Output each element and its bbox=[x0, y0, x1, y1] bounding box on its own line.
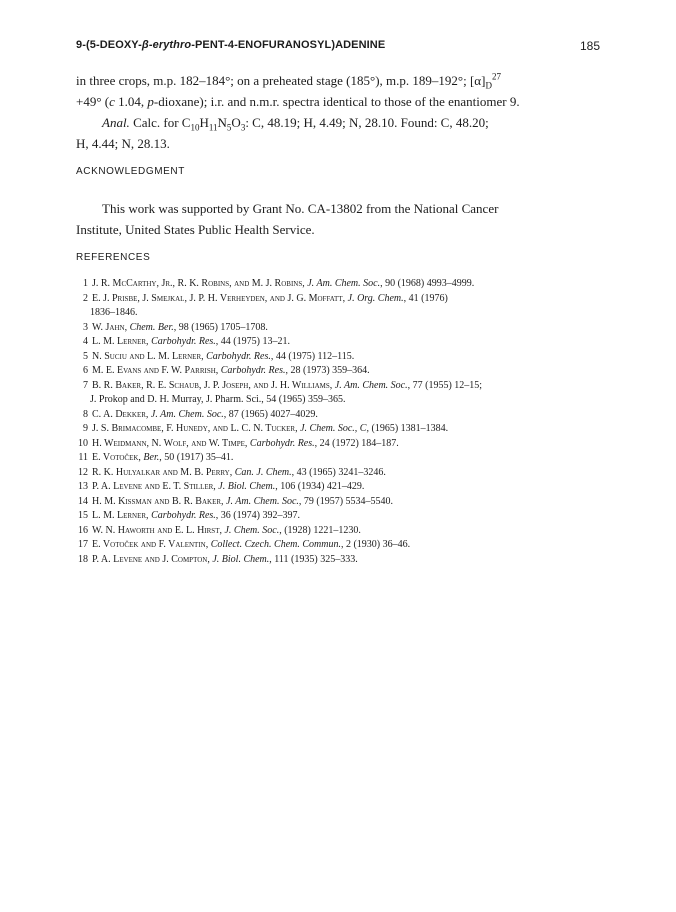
reference-citation: , 36 (1974) 392–397. bbox=[215, 510, 300, 521]
reference-number: 9 bbox=[83, 423, 88, 434]
reference-citation: , 79 (1957) 5534–5540. bbox=[298, 495, 394, 507]
reference-number: 16 bbox=[78, 524, 88, 536]
reference-text bbox=[76, 437, 606, 452]
reference-citation: , 44 (1975) 13–21. bbox=[215, 336, 290, 347]
calc-d: O bbox=[231, 115, 241, 130]
reference-text bbox=[76, 277, 606, 292]
reference-continuation: 1836–1846. bbox=[90, 307, 138, 318]
reference-item bbox=[76, 480, 606, 495]
intro-line-4: H, 4.44; N, 28.13. bbox=[76, 136, 170, 151]
reference-authors: E. J. Prisbe, J. Smejkal, J. P. H. Verheyden, and J. G. Moffatt, bbox=[92, 292, 348, 304]
page-header bbox=[76, 39, 600, 57]
reference-item bbox=[76, 437, 606, 452]
reference-citation: , 106 (1934) 421–429. bbox=[275, 481, 365, 492]
reference-authors: L. M. Lerner, bbox=[92, 336, 152, 347]
experimental-text bbox=[76, 70, 606, 154]
calc-sub-n: 5 bbox=[226, 122, 232, 133]
reference-text bbox=[76, 480, 606, 495]
reference-journal: Carbohydr. Res. bbox=[151, 510, 216, 521]
reference-item bbox=[76, 509, 606, 524]
reference-number: 13 bbox=[78, 481, 88, 492]
reference-citation: , 28 (1973) 359–364. bbox=[285, 365, 370, 376]
reference-item bbox=[76, 422, 606, 437]
calc-a: Calc. for C bbox=[129, 115, 191, 130]
reference-authors: H. M. Kissman and B. R. Baker, bbox=[92, 495, 227, 507]
reference-text bbox=[76, 538, 606, 553]
reference-number: 10 bbox=[78, 437, 88, 449]
reference-number: 4 bbox=[83, 336, 88, 347]
reference-number: 14 bbox=[78, 495, 88, 507]
reference-journal: Carbohydr. Res. bbox=[249, 437, 315, 449]
reference-citation: , 50 (1917) 35–41. bbox=[159, 452, 234, 463]
reference-citation: (1965) 1381–1384. bbox=[368, 423, 449, 434]
reference-authors: J. S. Brimacombe, F. Hunedy, and L. C. N. Tucker, bbox=[92, 423, 301, 434]
ack-line-2: Institute, United States Public Health Service. bbox=[76, 222, 315, 237]
reference-authors: M. E. Evans and F. W. Parrish, bbox=[92, 365, 221, 376]
reference-journal: Chem. Ber. bbox=[129, 321, 174, 333]
reference-journal: J. Am. Chem. Soc. bbox=[150, 408, 224, 420]
reference-text bbox=[76, 451, 606, 466]
reference-item bbox=[76, 277, 606, 292]
reference-item bbox=[76, 495, 606, 510]
reference-authors: E. Votoček and F. Valentin, bbox=[92, 539, 211, 550]
reference-authors: R. K. Hulyalkar and M. B. Perry, bbox=[92, 466, 235, 478]
reference-journal: Carbohydr. Res. bbox=[151, 336, 216, 347]
reference-journal: Collect. Czech. Chem. Commun. bbox=[210, 539, 341, 550]
reference-citation: , 44 (1975) 112–115. bbox=[270, 350, 355, 362]
reference-text bbox=[76, 466, 606, 481]
page-number: 185 bbox=[579, 39, 600, 53]
reference-number: 8 bbox=[83, 408, 88, 420]
reference-authors: H. Weidmann, N. Wolf, and W. Timpe, bbox=[92, 437, 250, 449]
running-head-prefix: 9-(5-DEOXY- bbox=[76, 39, 142, 51]
reference-citation: , 111 (1935) 325–333. bbox=[269, 553, 358, 565]
reference-item bbox=[76, 553, 606, 568]
reference-citation: , 41 (1976) bbox=[403, 292, 448, 304]
reference-text bbox=[76, 292, 606, 307]
reference-number: 12 bbox=[78, 466, 88, 478]
reference-item bbox=[76, 335, 606, 350]
reference-item bbox=[76, 408, 606, 423]
references-heading: REFERENCES bbox=[76, 252, 151, 263]
reference-item bbox=[76, 451, 606, 466]
reference-journal: J. Biol. Chem. bbox=[212, 553, 270, 565]
reference-item bbox=[76, 292, 606, 321]
acknowledgment-text bbox=[76, 198, 604, 240]
calc-c: N bbox=[217, 115, 227, 130]
anal-label: Anal. bbox=[102, 115, 130, 130]
calc-sub-o: 3 bbox=[240, 122, 246, 133]
intro-line-2-a: +49° ( bbox=[76, 94, 110, 109]
reference-number: 11 bbox=[78, 452, 88, 463]
reference-number: 6 bbox=[83, 365, 88, 376]
reference-authors: P. A. Levene and J. Compton, bbox=[92, 553, 213, 565]
reference-item bbox=[76, 466, 606, 481]
reference-authors: P. A. Levene and E. T. Stiller, bbox=[92, 481, 219, 492]
reference-number: 17 bbox=[78, 539, 88, 550]
running-head-italic: β-erythro bbox=[141, 39, 192, 51]
rotation-superscript: 27 bbox=[491, 71, 501, 82]
reference-journal: Can. J. Chem. bbox=[234, 466, 292, 478]
intro-line-2-b: 1.04, bbox=[114, 94, 148, 109]
running-head-suffix: -PENT-4-ENOFURANOSYL)ADENINE bbox=[191, 39, 386, 51]
reference-number: 3 bbox=[83, 321, 88, 333]
reference-journal: J. Biol. Chem. bbox=[218, 481, 276, 492]
reference-journal: J. Am. Chem. Soc. bbox=[307, 278, 381, 289]
reference-number: 15 bbox=[78, 510, 88, 521]
reference-number: 1 bbox=[83, 278, 88, 289]
reference-continuation: J. Prokop and D. H. Murray, J. Pharm. Sci., 54 (1965) 359–365. bbox=[90, 394, 346, 405]
reference-authors: C. A. Dekker, bbox=[92, 408, 151, 420]
reference-item bbox=[76, 321, 606, 336]
reference-journal: J. Chem. Soc., C, bbox=[300, 423, 369, 434]
reference-text bbox=[76, 350, 606, 365]
ack-line-1: This work was supported by Grant No. CA-13802 from the National Cancer bbox=[102, 201, 499, 216]
reference-text bbox=[76, 321, 606, 336]
reference-text bbox=[76, 422, 606, 437]
running-head bbox=[76, 39, 385, 51]
reference-citation: , 87 (1965) 4027–4029. bbox=[223, 408, 318, 420]
reference-citation: , 43 (1965) 3241–3246. bbox=[291, 466, 386, 478]
intro-line-1-text: in three crops, m.p. 182–184°; on a preheated stage (185°), m.p. 189–192°; [α] bbox=[76, 73, 486, 88]
intro-line-2-p: p bbox=[147, 94, 154, 109]
reference-citation: , 98 (1965) 1705–1708. bbox=[173, 321, 268, 333]
reference-text bbox=[76, 364, 606, 379]
reference-item bbox=[76, 364, 606, 379]
reference-authors: J. R. McCarthy, Jr., R. K. Robins, and M. J. Robins, bbox=[92, 278, 308, 289]
reference-number: 18 bbox=[78, 553, 88, 565]
acknowledgment-heading: ACKNOWLEDGMENT bbox=[76, 166, 185, 177]
calc-sub-c: 10 bbox=[190, 122, 200, 133]
calc-sub-h: 11 bbox=[208, 122, 218, 133]
reference-citation: , 2 (1930) 36–46. bbox=[340, 539, 411, 550]
reference-journal: Ber. bbox=[143, 452, 160, 463]
calc-e: : C, 48.19; H, 4.49; N, 28.10. Found: C, 48.20; bbox=[245, 115, 489, 130]
reference-number: 2 bbox=[83, 292, 88, 304]
intro-line-2 bbox=[76, 91, 606, 112]
reference-item bbox=[76, 350, 606, 365]
intro-line-3 bbox=[76, 112, 606, 133]
intro-line-1 bbox=[76, 70, 606, 91]
reference-journal: J. Am. Chem. Soc. bbox=[226, 495, 299, 507]
reference-journal: Carbohydr. Res. bbox=[220, 365, 286, 376]
reference-authors: E. Votoček, bbox=[92, 452, 144, 463]
reference-text bbox=[76, 524, 606, 539]
reference-authors: W. N. Haworth and E. L. Hirst, bbox=[92, 524, 225, 536]
rotation-subscript: D bbox=[485, 80, 492, 91]
reference-text bbox=[76, 335, 606, 350]
reference-list bbox=[76, 277, 606, 567]
reference-citation: , 90 (1968) 4993–4999. bbox=[380, 278, 475, 289]
reference-text bbox=[76, 553, 606, 568]
reference-item bbox=[76, 538, 606, 553]
reference-text bbox=[76, 408, 606, 423]
reference-journal: J. Am. Chem. Soc. bbox=[334, 379, 408, 391]
reference-journal: J. Chem. Soc. bbox=[224, 524, 280, 536]
intro-line-2-c: c bbox=[109, 94, 115, 109]
reference-item bbox=[76, 379, 606, 408]
intro-line-2-c2: -dioxane); i.r. and n.m.r. spectra identical to those of the enantiomer 9. bbox=[153, 94, 520, 109]
reference-number: 5 bbox=[83, 350, 88, 362]
reference-item bbox=[76, 524, 606, 539]
calc-b: H bbox=[199, 115, 209, 130]
reference-authors: N. Suciu and L. M. Lerner, bbox=[92, 350, 207, 362]
reference-citation: , 24 (1972) 184–187. bbox=[314, 437, 399, 449]
reference-text bbox=[76, 509, 606, 524]
reference-citation: , (1928) 1221–1230. bbox=[279, 524, 361, 536]
reference-authors: W. Jahn, bbox=[92, 321, 130, 333]
reference-number: 7 bbox=[83, 379, 88, 391]
reference-citation: , 77 (1955) 12–15; bbox=[407, 379, 483, 391]
reference-text bbox=[76, 495, 606, 510]
reference-authors: B. R. Baker, R. E. Schaub, J. P. Joseph, and J. H. Williams, bbox=[92, 379, 335, 391]
reference-journal: Carbohydr. Res. bbox=[206, 350, 271, 362]
reference-authors: L. M. Lerner, bbox=[92, 510, 152, 521]
reference-journal: J. Org. Chem. bbox=[347, 292, 404, 304]
reference-text bbox=[76, 379, 606, 394]
